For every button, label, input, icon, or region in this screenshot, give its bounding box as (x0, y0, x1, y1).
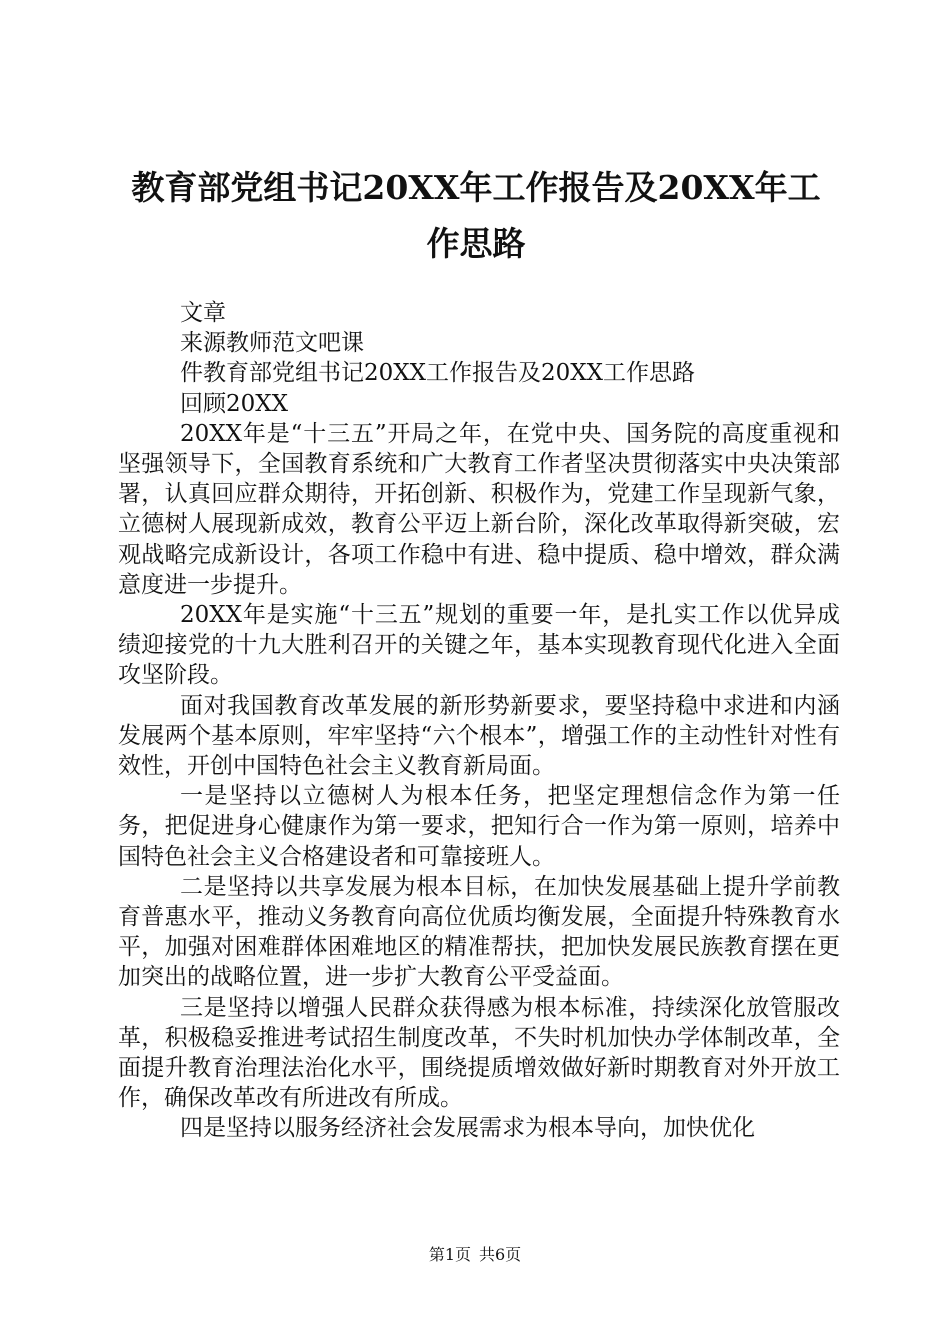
paragraph-review-summary: 20XX年是“十三五”开局之年，在党中央、国务院的高度重视和坚强领导下，全国教育系统和广大教育工作者坚决贯彻落实中央决策部署，认真回应群众期待，开拓创新、积极作为，党建工作呈现新气象，立德树人展现新成效，教育公平迈上新台阶，深化改革取得新突破，宏观战略完成新设计，各项工作稳中有进、稳中提质、稳中增效，群众满意度进一步提升。 (118, 420, 840, 598)
page-total: 共6页 (479, 1245, 522, 1264)
paragraph-point-three: 三是坚持以增强人民群众获得感为根本标准，持续深化放管服改革，积极稳妥推进考试招生制度改革，不失时机加快办学体制改革，全面提升教育治理法治化水平，围绕提质增效做好新时期教育对外开放工作，确保改革改有所进改有所成。 (118, 994, 840, 1112)
page-number: 第1页 (428, 1245, 471, 1264)
paragraph-point-two: 二是坚持以共享发展为根本目标，在加快发展基础上提升学前教育普惠水平，推动义务教育向高位优质均衡发展，全面提升特殊教育水平，加强对困难群体困难地区的精准帮扶，把加快发展民族教育摆在更加突出的战略位置，进一步扩大教育公平受益面。 (118, 873, 840, 991)
paragraph-review-heading: 回顾20XX (180, 390, 289, 417)
document-body (118, 298, 840, 1144)
paragraph-subtitle: 件教育部党组书记20XX工作报告及20XX工作思路 (180, 360, 696, 387)
paragraph-principles: 面对我国教育改革发展的新形势新要求，要坚持稳中求进和内涵发展两个基本原则，牢牢坚持“六个根本”，增强工作的主动性针对性有效性，开创中国特色社会主义教育新局面。 (118, 692, 840, 780)
document-title: 教育部党组书记20XX年工作报告及20XX年工作思路 (131, 168, 821, 263)
paragraph-point-four: 四是坚持以服务经济社会发展需求为根本导向，加快优化 (180, 1115, 755, 1142)
paragraph-year-importance: 20XX年是实施“十三五”规划的重要一年，是扎实工作以优异成绩迎接党的十九大胜利召开的关键之年，基本实现教育现代化进入全面攻坚阶段。 (118, 602, 840, 689)
paragraph-article-label: 文章 (180, 300, 226, 326)
page-footer (0, 1244, 950, 1266)
paragraph-source-label: 来源教师范文吧课 (180, 330, 364, 357)
paragraph-point-one: 一是坚持以立德树人为根本任务，把坚定理想信念作为第一任务，把促进身心健康作为第一要求，把知行合一作为第一原则，培养中国特色社会主义合格建设者和可靠接班人。 (118, 783, 840, 870)
